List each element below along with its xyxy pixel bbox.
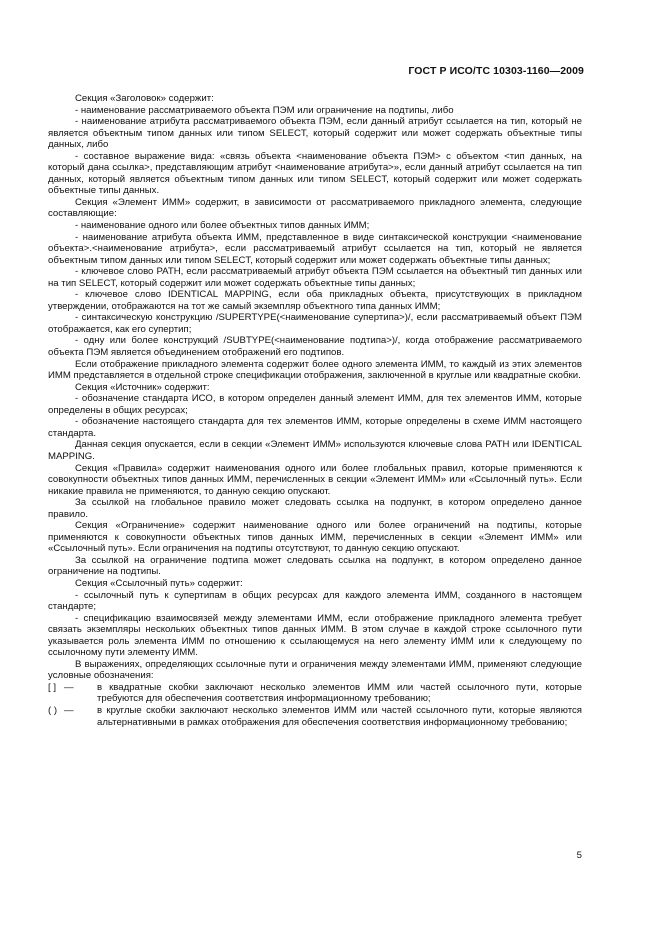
definition-item	[48, 682, 582, 705]
list-item: - ссылочный путь к супертипам в общих ресурсах для каждого элемента ИММ, созданного в настоящем стандарте;	[48, 589, 582, 613]
page-number: 5	[576, 850, 582, 861]
paragraph: Секция «Ограничение» содержит наименование одного или более ограничений на подтипы, которые применяются к совокупности объектных типов данных ИММ, перечисленных в секции «Элемент ИММ» или «Ссылочный путь». Если ограничения на подтипы отсутствуют, то данную секцию опускают.	[48, 520, 582, 555]
list-item: - наименование одного или более объектных типов данных ИММ;	[75, 220, 370, 232]
list-item: - обозначение стандарта ИСО, в котором определен данный элемент ИММ, для тех элементов ИММ, которые определены в общих ресурсах;	[48, 393, 582, 416]
paragraph: Секция «Элемент ИММ» содержит, в зависимости от рассматриваемого прикладного элемента, следующие составляющие:	[48, 196, 582, 220]
paragraph: Секция «Заголовок» содержит:	[75, 93, 214, 104]
paragraph: В выражениях, определяющих ссылочные пути и ограничения между элементами ИММ, применяют следующие условные обозначения:	[48, 658, 582, 682]
list-item: - наименование рассматриваемого объекта ПЭМ или ограничение на подтипы, либо	[75, 104, 454, 116]
list-item: - наименование атрибута объекта ИММ, представленное в виде синтаксической конструкции <наименование объекта>.<наименование атрибута>, если рассматриваемый атрибут ссылается на тип, который не является объектным типом данных или типом SELECT, который содержит или может содержать объектные типы данных;	[48, 231, 582, 266]
definition-symbol: ( )	[48, 704, 58, 716]
definition-text: в круглые скобки заключают несколько элементов ИММ или частей ссылочного пути, которые являются альтернативными в рамках отображения для обеспечения соответствия информационному требованию;	[97, 704, 582, 728]
list-item: - ключевое слово PATH, если рассматриваемый атрибут объекта ПЭМ ссылается на объектный тип данных или на тип SELECT, который содержит или может содержать объектные типы данных;	[48, 266, 582, 289]
paragraph: Секция «Ссылочный путь» содержит:	[75, 577, 243, 589]
list-item: - наименование атрибута рассматриваемого объекта ПЭМ, если данный атрибут ссылается на тип, который не является объектным типом данных или типом SELECT, который содержит или может содержать объектные типы данных, либо	[48, 116, 582, 151]
document-header: ГОСТ Р ИСО/ТС 10303-1160—2009	[408, 65, 584, 77]
paragraph: Секция «Правила» содержит наименования одного или более глобальных правил, которые применяются к совокупности объектных типов данных ИММ, перечисленных в секции «Элемент ИММ» или «Ссылочный путь». Если никакие правила не применяются, то данную секцию опускают.	[48, 462, 582, 497]
paragraph: За ссылкой на ограничение подтипа может следовать ссылка на подпункт, в котором определено данное ограничение на подтипы.	[48, 554, 582, 578]
paragraph: За ссылкой на глобальное правило может следовать ссылка на подпункт, в котором определено данное правило.	[48, 497, 582, 520]
list-item: - спецификацию взаимосвязей между элементами ИММ, если отображение прикладного элемента требует связать экземпляры нескольких объектных типов данных ИММ. В этом случае в каждой строке ссылочного пути указывается роль элемента ИММ по отношению к ссылающемуся на него элементу ИММ или к следующему по ссылочному пути элементу ИММ.	[48, 612, 582, 659]
list-item: - обозначение настоящего стандарта для тех элементов ИММ, которые определены в схеме ИММ настоящего стандарта.	[48, 416, 582, 439]
list-item: - синтаксическую конструкцию /SUPERTYPE(<наименование супертипа>)/, если рассматриваемый объект ПЭМ отображается, как его супертип;	[48, 312, 582, 335]
paragraph: Данная секция опускается, если в секции «Элемент ИММ» используются ключевые слова PATH или IDENTICAL MAPPING.	[48, 439, 582, 462]
definition-dash: —	[64, 681, 74, 693]
definition-item	[48, 705, 582, 728]
list-item: - одну или более конструкций /SUBTYPE(<наименование подтипа>)/, когда отображение рассматриваемого объекта ПЭМ является объединением отображений его подтипов.	[48, 335, 582, 359]
definition-symbol: [ ]	[48, 681, 56, 693]
definition-text: в квадратные скобки заключают несколько элементов ИММ или частей ссылочного пути, которые требуются для обеспечения соответствия информационному требованию;	[97, 681, 582, 705]
paragraph: Секция «Источник» содержит:	[75, 381, 210, 393]
list-item: - ключевое слово IDENTICAL MAPPING, если оба прикладных объекта, присутствующих в прикладном утверждении, отображаются на тот же самый экземпляр объектного типа данных ИММ;	[48, 289, 582, 312]
definition-dash: —	[64, 704, 74, 716]
paragraph: Если отображение прикладного элемента содержит более одного элемента ИММ, то каждый из этих элементов ИММ представляется в отдельной строке спецификации отображения, заключенной в круглые или квадратные скобки.	[48, 358, 582, 382]
list-item: - составное выражение вида: «связь объекта <наименование объекта ПЭМ> с объектом <тип данных, на который дана ссылка>, представляющим атрибут <наименование атрибута>», если данный атрибут ссылается на тип данных, который является объектным типом данных или типом SELECT, который содержит или может содержать объектные типы данных.	[48, 150, 582, 197]
document-body	[48, 93, 582, 728]
